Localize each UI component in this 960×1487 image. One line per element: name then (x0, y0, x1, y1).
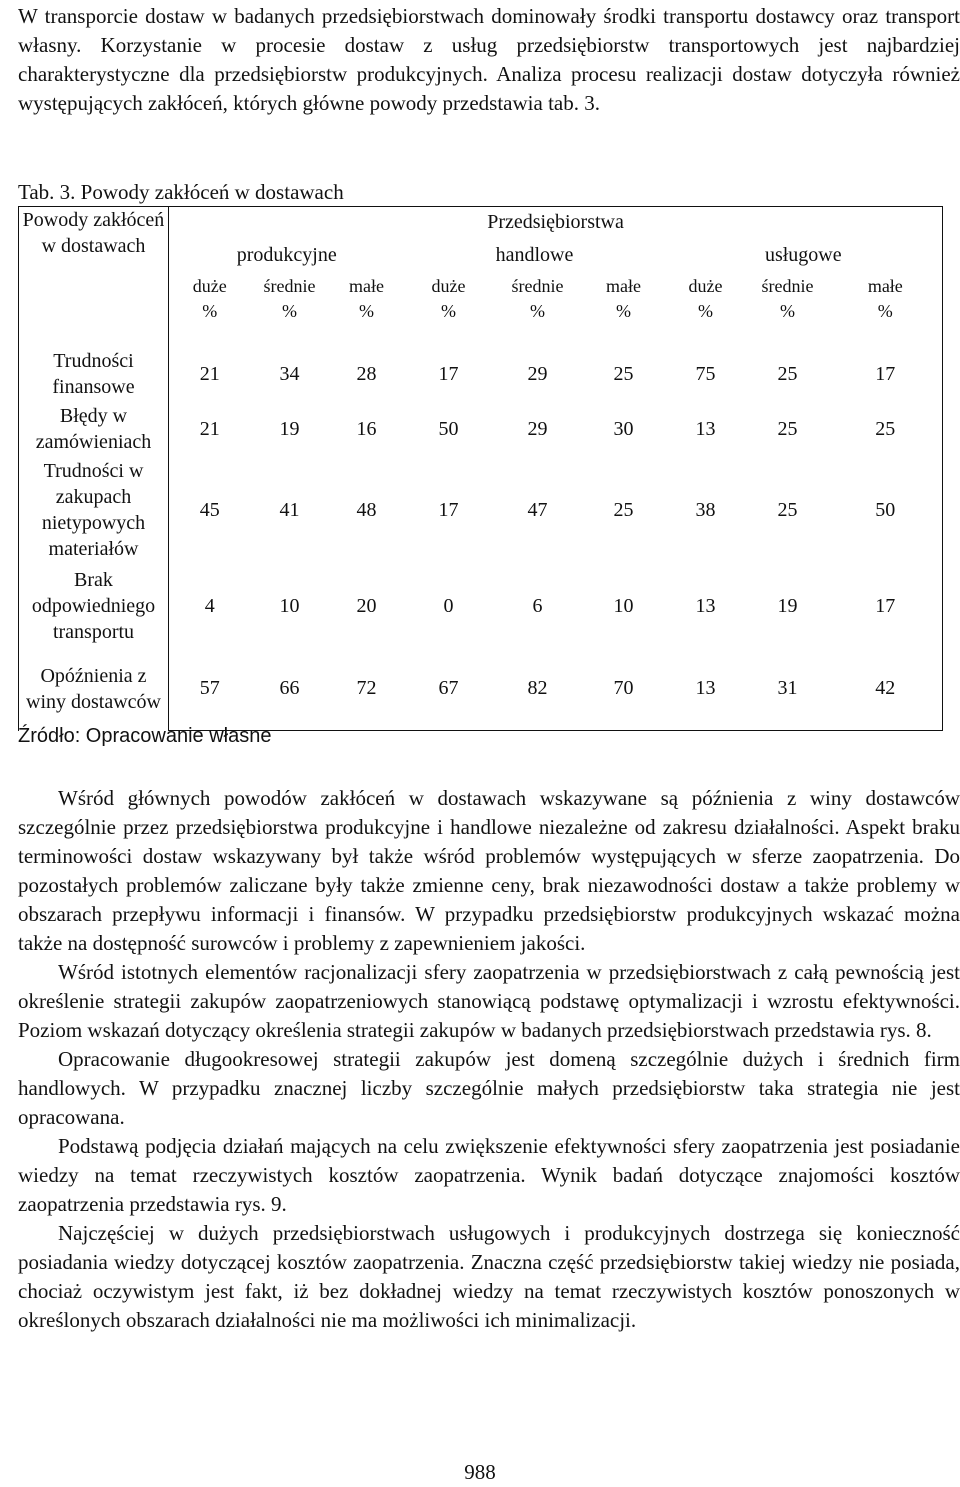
table-row (19, 455, 943, 565)
body-paragraph: Wśród głównych powodów zakłóceń w dostawach wskazywane są późnienia z winy dostawców szczególnie przez przedsiębiorstwa produkcyjne i handlowe niezależne od zakresu działalności. Aspekt braku terminowości dostaw wskazywany był także wśród problemów występujących w sferze zaopatrzenia. Do pozostałych problemów zaliczane były także zmienne ceny, brak niezawodności dostaw a także problemy w obszarach przepływu informacji i finansów. W przypadku przedsiębiorstw produkcyjnych wskazać można także na dostępność surowców i problemy z zapewnieniem jakości. (18, 786, 960, 955)
group-produkcyjne: produkcyjne (169, 237, 405, 273)
table-cell: 25 (829, 403, 943, 455)
table-cell: 34 (279, 362, 300, 385)
table-cell: 21 (169, 345, 251, 403)
table-row (19, 565, 943, 647)
subcolumn-label: duże (192, 275, 227, 296)
table-cell: 16 (356, 417, 377, 440)
table-cell: 17 (829, 345, 943, 403)
table-cell: 57 (169, 647, 251, 731)
disruption-reasons-table (18, 206, 943, 731)
table-cell: 82 (493, 647, 583, 731)
table-cell: 13 (665, 647, 747, 731)
table-caption: Tab. 3. Powody zakłóceń w dostawach (18, 180, 344, 204)
subcolumn-header (329, 273, 405, 345)
subcolumn-header (665, 273, 747, 345)
unit-label: % (359, 300, 374, 321)
subcolumn-label: małe (606, 275, 641, 296)
table-cell: 50 (829, 455, 943, 565)
table-cell: 45 (169, 455, 251, 565)
subcolumn-label: średnie (511, 275, 564, 296)
group-uslugowe: usługowe (665, 237, 943, 273)
table-cell: 25 (613, 362, 634, 385)
unit-label: % (877, 300, 893, 321)
unit-label: % (441, 300, 456, 321)
table-cell: 17 (438, 362, 459, 385)
table-cell: 13 (695, 594, 716, 617)
body-paragraph: Wśród istotnych elementów racjonalizacji sfery zaopatrzenia w przedsiębiorstwach z całą pewnością jest określenie strategii zakupów zaopatrzeniowych stanowiącą podstawę optymalizacji i wzrostu efektywności. Poziom wskazań dotyczący określenia strategii zakupów w badanych przedsiębiorstwach przedstawia rys. 8. (18, 960, 960, 1042)
table-row (19, 403, 943, 455)
table-cell: 28 (356, 362, 377, 385)
subcolumn-label: średnie (263, 275, 316, 296)
table-cell: 0 (443, 594, 454, 617)
body-paragraph: Podstawą podjęcia działań mających na celu zwiększenie efektywności sfery zaopatrzenia jest posiadanie wiedzy na temat rzeczywistych kosztów zaopatrzenia. Wynik badań dotyczące znajomości kosztów zaopatrzenia przedstawia rys. 9. (18, 1134, 960, 1216)
table-cell: 17 (829, 565, 943, 647)
body-paragraph: Najczęściej w dużych przedsiębiorstwach usługowych i produkcyjnych dostrzega się konieczność posiadania wiedzy dotyczącej kosztów zaopatrzenia. Znaczna część przedsiębiorstw takiej wiedzy nie posiada, chociaż oczywistym jest fakt, iż bez dokładnej wiedzy na temat rzeczywistych kosztów ponoszonych w określonych obszarach działalności nie ma możliwości ich minimalizacji. (18, 1221, 960, 1332)
table-cell: 25 (777, 417, 798, 440)
subcolumn-label: duże (431, 275, 466, 296)
subcolumn-header (493, 273, 583, 345)
subcolumn-label: duże (688, 275, 723, 296)
table-cell: 48 (356, 498, 377, 521)
table-cell: 67 (405, 647, 493, 731)
table-cell: 42 (829, 647, 943, 731)
table-cell: 13 (695, 417, 716, 440)
table-cell: 17 (438, 498, 459, 521)
table-row (19, 647, 943, 731)
table-cell: 25 (613, 498, 634, 521)
table-cell: 10 (279, 594, 300, 617)
subcolumn-label: małe (349, 275, 384, 296)
table-cell: 4 (169, 565, 251, 647)
row-label: Trudności finansowe (19, 345, 169, 403)
unit-label: % (202, 300, 218, 321)
subcolumn-header (405, 273, 493, 345)
subcolumn-header (583, 273, 665, 345)
group-handlowe: handlowe (495, 243, 574, 266)
table-source: Źródło: Opracowanie własne (18, 725, 272, 747)
body-text (18, 784, 960, 1335)
table-cell: 25 (777, 362, 798, 385)
unit-label: % (616, 300, 631, 321)
subcolumn-label: średnie (761, 275, 814, 296)
table-cell: 75 (695, 362, 716, 385)
table-cell: 66 (251, 647, 329, 731)
table-cell: 72 (329, 647, 405, 731)
table-cell: 19 (279, 417, 300, 440)
table-cell: 50 (438, 417, 459, 440)
table-cell: 20 (356, 594, 377, 617)
row-label: Brak odpowiedniego transportu (19, 565, 169, 647)
subcolumn-header (747, 273, 829, 345)
subcolumn-header (251, 273, 329, 345)
table-cell: 38 (695, 498, 716, 521)
unit-label: % (698, 300, 713, 321)
table-cell: 21 (169, 403, 251, 455)
table-cell: 41 (279, 498, 300, 521)
subcolumn-header (169, 273, 251, 345)
table-cell: 70 (583, 647, 665, 731)
row-label: Błędy w zamówieniach (19, 403, 169, 455)
table-cell: 19 (777, 594, 798, 617)
subcolumn-header (829, 273, 943, 345)
table-cell: 25 (777, 498, 798, 521)
unit-label: % (780, 300, 795, 321)
table-cell: 29 (527, 362, 548, 385)
table-cell: 47 (527, 498, 548, 521)
table-cell: 10 (613, 594, 634, 617)
row-label: Opóźnienia z winy dostawców (19, 647, 169, 731)
unit-label: % (282, 300, 297, 321)
intro-paragraph: W transporcie dostaw w badanych przedsiębiorstwach dominowały środki transportu dostawcy oraz transport własny. Korzystanie w procesie dostaw z usług przedsiębiorstw transportowych jest najbardziej charakterystyczne dla przedsiębiorstw produkcyjnych. Analiza procesu realizacji dostaw dotyczyła również występujących zakłóceń, których główne powody przedstawia tab. 3. (18, 4, 960, 115)
table-cell: 30 (613, 417, 634, 440)
table-cell: 31 (747, 647, 829, 731)
table-cell: 29 (527, 417, 548, 440)
table-cell: 6 (532, 594, 543, 617)
row-label: Trudności w zakupach nietypowych materiałów (19, 455, 169, 565)
body-paragraph: Opracowanie długookresowej strategii zakupów jest domeną szczególnie dużych i średnich firm handlowych. W przypadku znacznej liczby szczególnie małych przedsiębiorstw taka strategia nie jest opracowana. (18, 1047, 960, 1129)
table-row (19, 345, 943, 403)
page-number: 988 (464, 1460, 496, 1484)
unit-label: % (530, 300, 545, 321)
subcolumn-label: małe (867, 275, 903, 296)
group-header: Przedsiębiorstwa (169, 207, 943, 237)
stub-header: Powody zakłóceń w dostawach (19, 207, 169, 345)
